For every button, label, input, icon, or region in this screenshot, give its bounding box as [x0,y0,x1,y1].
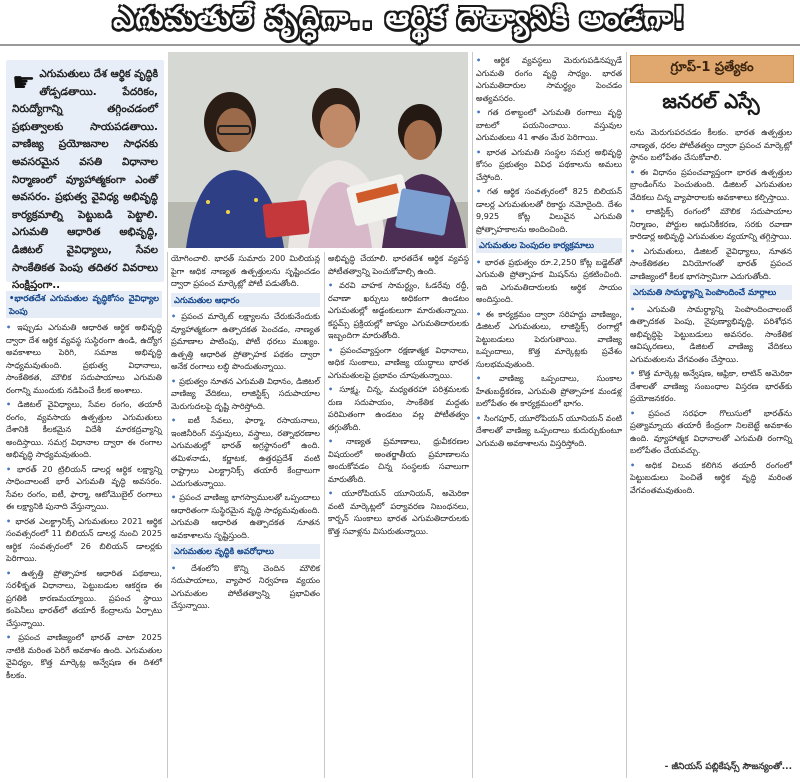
paragraph: • వాణిజ్య ఒప్పందాలు, సుంకాల హేతుబద్ధీకరణ, ఎగుమతి ప్రోత్సాహక మండళ్ల బలోపేతం ఈ కార్యక్రమంలో భాగం. [476,373,622,408]
publisher-credit: - జీనియస్ పబ్లికేషన్స్ సౌజన్యంతో... [664,762,792,772]
headline-banner [0,0,800,46]
group-1-special-label: గ్రూప్-1 ప్రత్యేకం [630,55,794,83]
paragraph: • డిజిటల్ వైవిధ్యాలు, సేవల రంగం, తయారీ రంగం, వ్యవసాయ ఉత్పత్తుల ఎగుమతులు దేశానికి కీలకమైన విదేశీ మారకద్రవ్యాన్ని అందిస్తాయి. సమగ్ర విధానాల ద్వారా ఈ రంగాల అభివృద్ధి సాధ్యమవుతుంది. [6,399,162,459]
students-photo-illustration [168,52,468,248]
paragraph: • సింగపూర్, యూరోపియన్ యూనియన్ వంటి దేశాలతో వాణిజ్య ఒప్పందాలు కుదుర్చుకుంటూ ఎగుమతి అవకాశాలను విస్తరిస్తోంది. [476,412,622,448]
column-divider [167,252,168,778]
paragraph: • నాణ్యత ప్రమాణాలు, ధ్రువీకరణల విషయంలో అంతర్జాతీయ ప్రమాణాలను అందుకోవడం చిన్న సంస్థలకు సవాలుగా మారుతోంది. [328,436,469,484]
paragraph: • గత దశాబ్దంలో ఎగుమతి రంగాలు వృద్ధి బాటలో పయనించాయి. వస్తువుల ఎగుమతులు 41 శాతం మేర పెరిగాయి. [476,107,622,142]
intro-box [6,60,164,292]
paragraph: • భారత ఎగుమతి సంస్థల సమగ్ర అభివృద్ధి కోసం ప్రభుత్వం వివిధ పథకాలను అమలు చేస్తోంది. [476,146,622,182]
subheading: ఎగుమతుల పెంపుదల కార్యక్రమాలు [476,238,622,253]
subheading: • భారతదేశ ఎగుమతుల వృద్ధికోసం వైవిధ్యాల పెంపు [6,291,162,318]
subheading: ఎగుమతుల ఆధారం [171,293,320,308]
paragraph: • ఎగుమతి సామర్థ్యాన్ని పెంపొందించాలంటే ఉత్పాదకత పెంపు, నైపుణ్యాభివృద్ధి, పరిశోధన అభివృద్ధిపై పెట్టుబడులు అవసరం. సాంకేతిక ఆవిష్కరణలు, డిజిటల్ వాణిజ్య వేదికలు ఎగుమతులను వేగవంతం చేస్తాయి. [630,303,792,364]
paragraph: • ఐటీ సేవలు, ఫార్మా, రసాయనాలు, ఇంజినీరింగ్ వస్తువులు, వస్త్రాలు, రత్నాభరణాల ఎగుమతుల్లో భారత్ అగ్రస్థానంలో ఉంది. తమిళనాడు, కర్ణాటక, ఉత్తరప్రదేశ్ వంటి రాష్ట్రాలు ఎలక్ట్రానిక్స్ తయారీ కేంద్రాలుగా ఎదుగుతున్నాయి. [171,415,320,488]
subheading: ఎగుమతుల వృద్ధికి అవరోధాలు [171,544,320,559]
paragraph: • ప్రభుత్వం నూతన ఎగుమతి విధానం, డిజిటల్ వాణిజ్య వేదికలు, లాజిస్టిక్స్ సదుపాయాల మెరుగుదలపై దృష్టి సారిస్తోంది. [171,375,320,411]
article-column-1 [6,288,162,776]
column-divider [626,52,627,778]
paragraph: • భారత ప్రభుత్వం రూ.2,250 కోట్ల బడ్జెట్‌తో ఎగుమతి ప్రోత్సాహక మిషన్‌ను ప్రకటించింది. ఇది ఎగుమతిదారులకు ఆర్థిక సాయం అందిస్తుంది. [476,256,622,304]
paragraph: • ఇప్పుడు ఎగుమతి ఆధారిత ఆర్థిక అభివృద్ధి ద్వారా దేశ ఆర్థిక వ్యవస్థ సుస్థిరంగా ఉండి, ఉద్యోగ అవకాశాలు పెరిగి, సమాజ అభివృద్ధి సాధ్యమవుతుంది. ప్రభుత్వ విధానాలు, సాంకేతికత, మౌలిక సదుపాయాలు ఎగుమతి రంగాన్ని ముందుకు నడిపించే కీలక అంశాలు. [6,322,162,395]
paragraph: • ఈ విధానం ప్రపంచవ్యాప్తంగా భారత ఉత్పత్తుల బ్రాండింగ్‌ను పెంచుతుంది. డిజిటల్ ఎగుమతుల వేదికలు చిన్న వ్యాపారాలకు అవకాశాలు కల్పిస్తాయి. [630,166,792,202]
column-divider [472,52,473,778]
article-column-3 [328,252,469,776]
paragraph: • ఎగుమతులు, డిజిటల్ వైవిధ్యాలు, నూతన సాంకేతికతల వినియోగంతో భారత్ ప్రపంచ వాణిజ్యంలో కీలక భాగస్వామిగా ఎదుగుతోంది. [630,245,792,281]
paragraph: • కొత్త మార్కెట్ల అన్వేషణ, ఆఫ్రికా, లాటిన్ అమెరికా దేశాలతో వాణిజ్య సంబంధాల విస్తరణ భారత్‌కు ప్రయోజనకరం. [630,368,792,403]
paragraph: • ప్రపంచ మార్కెట్ లక్ష్యాలను చేరుకునేందుకు వ్యూహాత్మకంగా ఉత్పాదకత పెంచడం, నాణ్యత ప్రమాణాల పాటింపు, పోటీ ధరలు ముఖ్యం. ఉత్పత్తి ఆధారిత ప్రోత్సాహక పథకం ద్వారా అనేక రంగాలు లబ్ధి పొందుతున్నాయి. [171,311,321,371]
paragraph: • ఈ కార్యక్రమం ద్వారా సరిహద్దు వాణిజ్యం, డిజిటల్ ఎగుమతులు, లాజిస్టిక్స్ రంగాల్లో పెట్టుబడులు పెరుగుతాయి. వాణిజ్య ఒప్పందాలు, కొత్త మార్కెట్లకు ప్రవేశం సులభమవుతుంది. [476,308,622,369]
intro-dropcap: ☛ [12,68,36,98]
column-divider [324,252,325,778]
section-title: జనరల్ ఎస్సే [662,88,760,113]
paragraph: • యూరోపియన్ యూనియన్, అమెరికా వంటి మార్కెట్లలో పర్యావరణ నిబంధనలు, కార్బన్ సుంకాలు భారత ఎగుమతిదారులకు కొత్త సవాళ్లను విసురుతున్నాయి. [328,488,469,536]
paragraph: • ఉత్పత్తి ప్రోత్సాహక ఆధారిత పథకాలు, సరళీకృత విధానాలు, పెట్టుబడుల ఆకర్షణ ఈ ప్రగతికి కారణమయ్యాయి. ప్రపంచ స్థాయి కంపెనీలు భారత్‌లో తయారీ కేంద్రాలను ఏర్పాటు చేస్తున్నాయి. [6,567,162,628]
subheading: ఎగుమతి సామర్థ్యాన్ని పెంపొందించే మార్గాలు [630,285,792,300]
paragraph: లను మెరుగుపరచడం కీలకం. భారత ఉత్పత్తుల నాణ్యత, ధరల పోటీతత్వం ద్వారా ప్రపంచ మార్కెట్లో స్థానం బలోపేతం చేసుకోవాలి. [630,127,792,162]
paragraph: • వరవి వాహక సామర్థ్యం, ఓడరేవు రద్దీ, రవాణా ఖర్చులు అధికంగా ఉండటం ఎగుమతుల్లో అడ్డంకులుగా మారుతున్నాయి. కస్టమ్స్ ప్రక్రియల్లో జాప్యం ఎగుమతిదారులకు ఇబ్బందిగా మారుతోంది. [328,280,469,340]
students-photo [168,52,468,248]
paragraph: యోగించాలి. భారత్ సుమారు 200 మిలియన్ల పైగా ఆధిక నాణ్యత ఉత్పత్తులను సృష్టించడం ద్వారా ప్రపంచ మార్కెట్లో పోటీ పడుతోంది. [171,253,320,288]
paragraph: • ప్రపంచ వాణిజ్యంలో భారత్ వాటా 2025 నాటికి మరింత పెరిగే అవకాశం ఉంది. ఎగుమతుల వైవిధ్యం, కొత్త మార్కెట్ల అన్వేషణ ఈ దిశలో కీలకం. [6,632,162,680]
headline-text: ఎగుమతులే వృద్ధిగా.. ఆర్థిక దౌత్యానికి అండగా! [113,1,687,36]
paragraph: • భారత్ 20 ట్రిలియన్ డాలర్ల ఆర్థిక లక్ష్యాన్ని సాధించాలంటే భారీ ఎగుమతి వృద్ధి అవసరం. సేవల రంగం, ఐటీ, ఫార్మా, ఆటోమొబైల్ రంగాలు ఈ లక్ష్యానికి పునాది వేస్తున్నాయి. [6,463,163,511]
paragraph: • దేశంలోని కొన్ని చెందిన మౌలిక సదుపాయాలు, వ్యాపార నిర్వహణ వ్యయం ఎగుమతుల పోటీతత్వాన్ని ప్రభావితం చేస్తున్నాయి. [171,562,320,610]
paragraph: • భారత ఎలక్ట్రానిక్స్ ఎగుమతులు 2021 ఆర్థిక సంవత్సరంలో 11 బిలియన్ డాలర్ల నుంచి 2025 ఆర్థిక సంవత్సరంలో 26 బిలియన్ డాలర్లకు పెరిగాయి. [6,515,162,563]
article-column-4 [476,54,622,776]
paragraph: • ప్రపంచవ్యాప్తంగా రక్షణాత్మక విధానాలు, అధిక సుంకాలు, వాణిజ్య యుద్ధాలు భారత ఎగుమతులపై ప్రభావం చూపుతున్నాయి. [328,344,469,380]
article-column-2 [171,252,320,776]
paragraph: • ప్రపంచ వాణిజ్య భాగస్వాములతో ఒప్పందాలు ఆధారితంగా సుస్థిరమైన వృద్ధి సాధ్యమవుతుంది. ఎగుమతి ఆధారిత ఉత్పాదకత నూతన అవకాశాలను సృష్టిస్తుంది. [171,492,320,540]
paragraph: • అధిక విలువ కలిగిన తయారీ రంగంలో పెట్టుబడులు పెంచితే ఆర్థిక వృద్ధి మరింత వేగవంతమవుతుంది. [630,459,792,495]
paragraph: అభివృద్ధి చేయాలి. భారతదేశ ఆర్థిక వ్యవస్థ పోటీతత్వాన్ని పెంచుకోవాల్సి ఉంది. [328,253,469,276]
paragraph: • ఆర్థిక వ్యవస్థలు మెరుగుపడినప్పుడే ఎగుమతి రంగం వృద్ధి సాధ్యం. భారత ఎగుమతిదారుల సామర్థ్యం పెంచడం అత్యవసరం. [476,55,622,103]
paragraph: • సూక్ష్మ, చిన్న, మధ్యతరహా పరిశ్రమలకు రుణ సదుపాయం, సాంకేతిక మద్దతు పరిమితంగా ఉండటం వల్ల పోటీతత్వం తగ్గుతోంది. [328,384,469,432]
article-column-5 [630,126,792,758]
intro-text: ఎగుమతులు దేశ ఆర్థిక వృద్ధికి తోడ్పడతాయి. పేదరికం, నిరుద్యోగాన్ని తగ్గించడంలో ప్రభుత్వాలకు సాయపడతాయి. వాణిజ్య ప్రయోజనాల సాధనకు అవసరమైన వసతి విధానాల నిర్మాణంలో వ్యూహాత్మకంగా ఎంతో అవసరం. ప్రభుత్వ వైవిధ్య అభివృద్ధి కార్యక్రమాల్ని పెట్టుబడి పెట్టాలి. ఎగుమతి ఆధారిత అభివృద్ధి, డిజిటల్ వైవిధ్యాలు, సేవల సాంకేతికత పెంపు తదితర వివరాలు సంక్షిప్తంగా.. [12,68,158,292]
paragraph: • ప్రపంచ సరఫరా గొలుసులో భారత్‌ను ప్రత్యామ్నాయ తయారీ కేంద్రంగా నిలబెట్టే అవకాశం ఉంది. వ్యూహాత్మక విధానాలతో ఎగుమతి రంగాన్ని బలోపేతం చేయవచ్చు. [630,407,792,455]
paragraph: • గత ఆర్థిక సంవత్సరంలో 825 బిలియన్ డాలర్ల ఎగుమతులతో రికార్డు నమోదైంది. దేశం 9,925 కోట్ల విలువైన ఎగుమతి ప్రోత్సాహకాలను అందించింది. [476,186,622,234]
paragraph: • లాజిస్టిక్స్ రంగంలో మౌలిక సదుపాయాల నిర్మాణం, పోర్టుల ఆధునికీకరణ, సరకు రవాణా కారిడార్ల అభివృద్ధి ఎగుమతుల వ్యయాన్ని తగ్గిస్తాయి. [630,206,792,241]
